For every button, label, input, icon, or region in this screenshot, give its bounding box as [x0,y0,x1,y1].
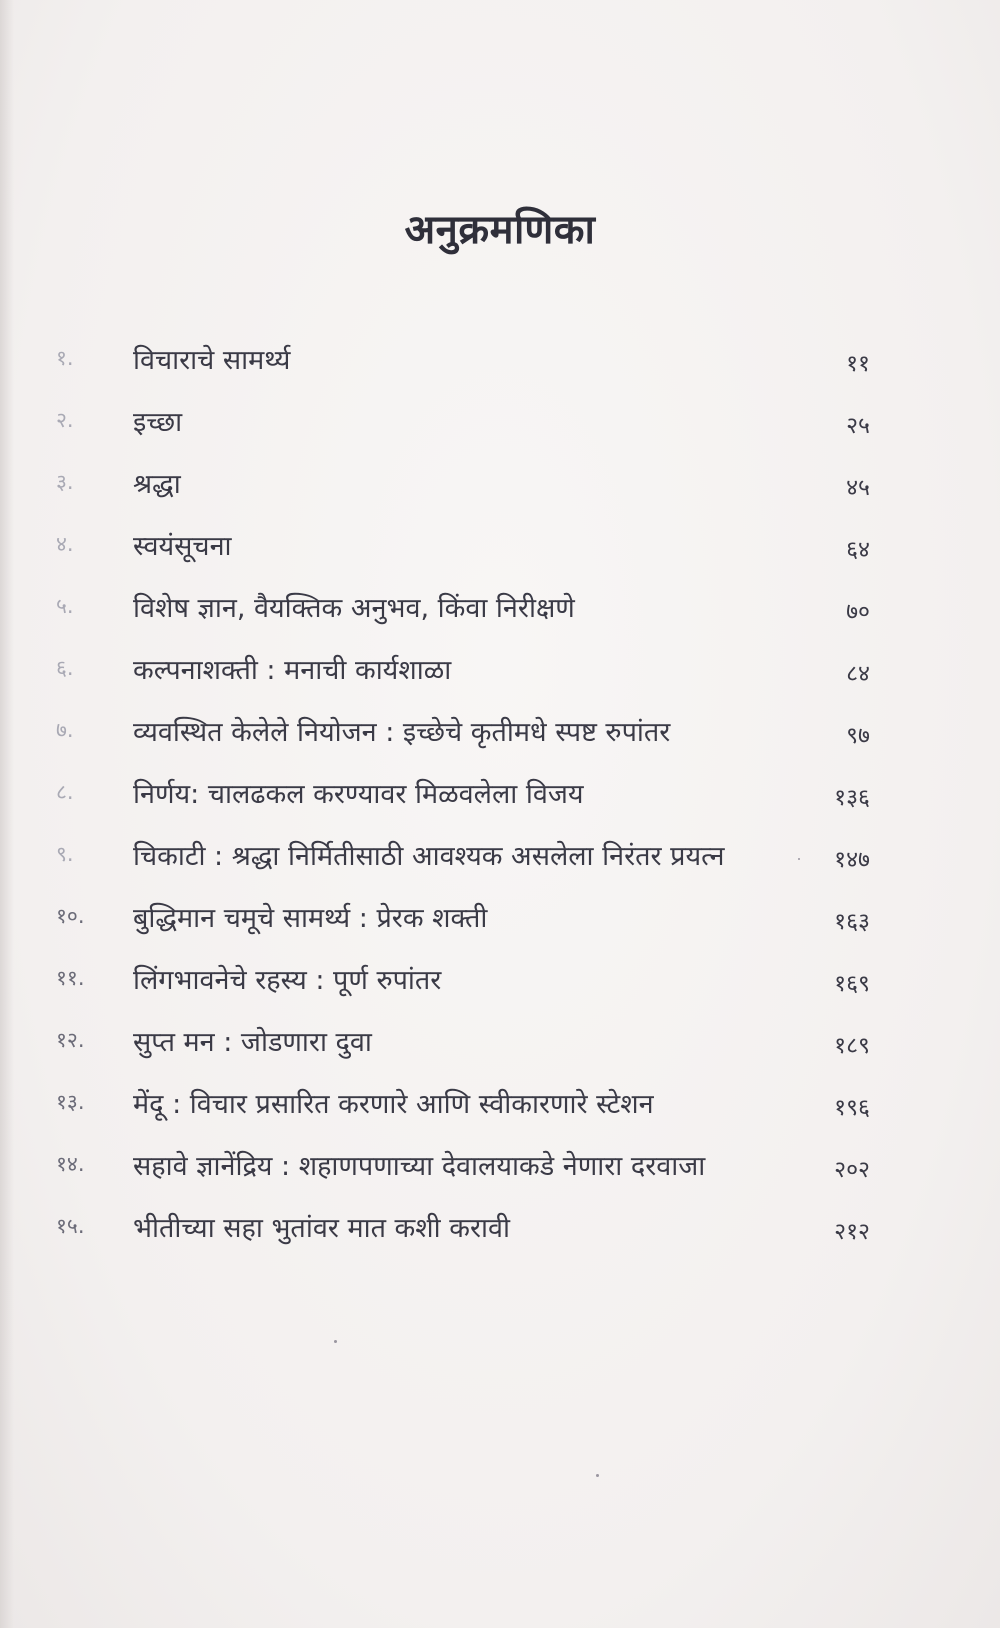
page-title: अनुक्रमणिका [404,207,596,253]
chapter-number: १४. [56,1152,85,1176]
chapter-number: ४. [56,532,74,556]
toc-row [0,588,1000,632]
chapter-title: चिकाटी : श्रद्धा निर्मितीसाठी आवश्यक असलेला निरंतर प्रयत्न [133,841,725,872]
paper-speck [596,1474,599,1477]
page-number: १३६ [834,785,870,811]
chapter-title: श्रद्धा [133,469,181,500]
toc-row [0,526,1000,570]
chapter-title: लिंगभावनेचे रहस्य : पूर्ण रुपांतर [133,965,442,996]
page-number: २१२ [834,1219,870,1245]
toc-row [0,960,1000,1004]
chapter-title: इच्छा [133,407,183,438]
chapter-number: ९. [56,842,74,866]
page-number: १६९ [834,971,870,997]
chapter-title: कल्पनाशक्ती : मनाची कार्यशाळा [133,655,452,686]
paper-speck [798,858,800,860]
toc-row [0,464,1000,508]
chapter-number: १. [56,346,74,370]
toc-row [0,774,1000,818]
toc-row [0,898,1000,942]
page-number: ७० [846,599,870,625]
page-number: २०२ [834,1157,870,1183]
chapter-number: १३. [56,1090,85,1114]
chapter-number: ८. [56,780,74,804]
chapter-number: ११. [56,966,85,990]
paper-speck [334,1340,337,1343]
page-number: २५ [846,413,870,439]
page-number: १९६ [834,1095,870,1121]
page-number: १६३ [834,909,870,935]
chapter-title: मेंदू : विचार प्रसारित करणारे आणि स्वीकारणारे स्टेशन [133,1089,654,1120]
toc-row [0,1084,1000,1128]
chapter-title: विशेष ज्ञान, वैयक्तिक अनुभव, किंवा निरीक्षणे [133,593,575,624]
chapter-title: भीतीच्या सहा भुतांवर मात कशी करावी [133,1213,511,1244]
page-number: ८४ [846,661,870,687]
chapter-number: १५. [56,1214,85,1238]
page-number: ४५ [846,475,870,501]
chapter-title: बुद्धिमान चमूचे सामर्थ्य : प्रेरक शक्ती [133,903,488,934]
toc-row [0,1022,1000,1066]
chapter-title: व्यवस्थित केलेले नियोजन : इच्छेचे कृतीमधे स्पष्ट रुपांतर [133,717,671,748]
chapter-title: विचाराचे सामर्थ्य [133,345,291,376]
toc-row [0,1146,1000,1190]
chapter-title: सुप्त मन : जोडणारा दुवा [133,1027,372,1058]
chapter-title: स्वयंसूचना [133,531,232,562]
page-number: १८९ [834,1033,870,1059]
page-number: ९७ [846,723,870,749]
page-number: १४७ [834,847,870,873]
toc-row [0,650,1000,694]
page-number: ६४ [846,537,870,563]
chapter-number: १०. [56,904,85,928]
toc-row [0,402,1000,446]
chapter-number: १२. [56,1028,85,1052]
page-number: ११ [846,351,870,377]
toc-row [0,340,1000,384]
chapter-title: निर्णय: चालढकल करण्यावर मिळवलेला विजय [133,779,584,810]
chapter-title: सहावे ज्ञानेंद्रिय : शहाणपणाच्या देवालयाकडे नेणारा दरवाजा [133,1151,706,1182]
toc-row [0,1208,1000,1252]
toc-row [0,836,1000,880]
chapter-number: ६. [56,656,74,680]
chapter-number: ३. [56,470,74,494]
chapter-number: ७. [56,718,74,742]
toc-row [0,712,1000,756]
chapter-number: ५. [56,594,74,618]
chapter-number: २. [56,408,74,432]
